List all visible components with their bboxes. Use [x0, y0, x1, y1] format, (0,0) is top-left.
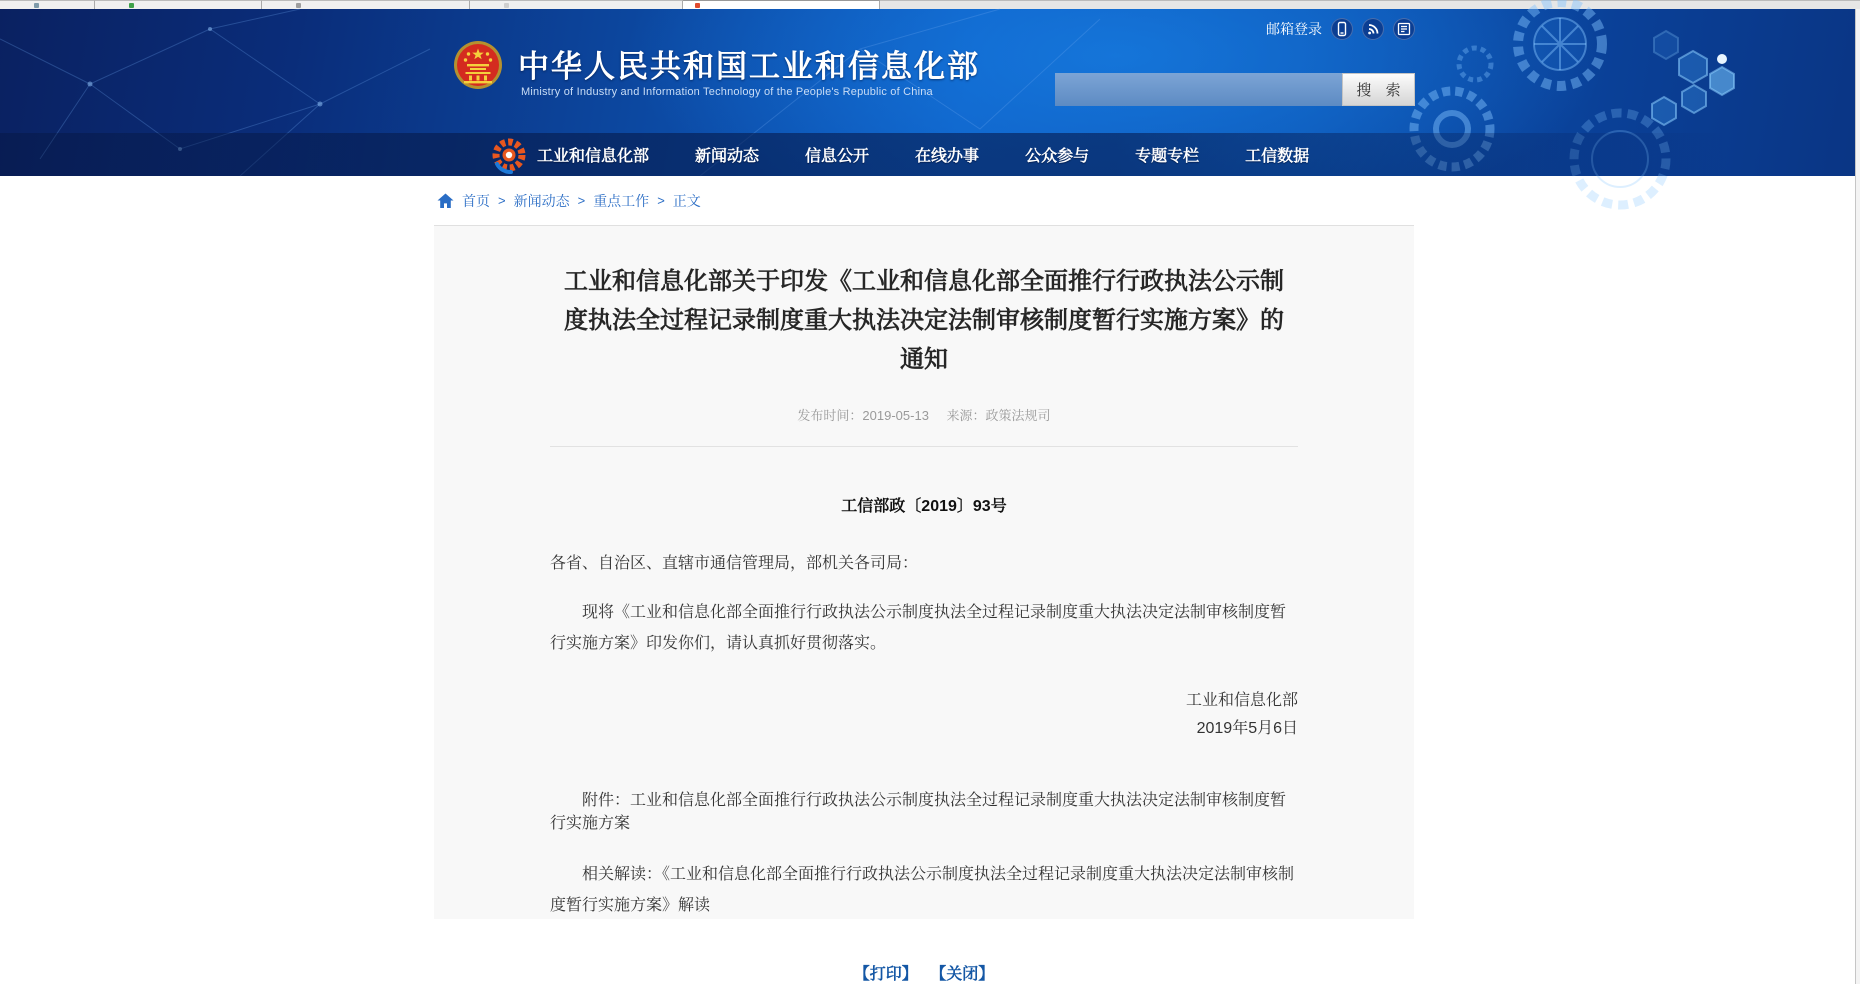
- related-link[interactable]: 《工业和信息化部全面推行行政执法公示制度执法全过程记录制度重大执法决定法制审核制度暂行实施方案》解读: [550, 866, 1295, 914]
- breadcrumb-separator: >: [498, 193, 506, 208]
- article-body: 现将《工业和信息化部全面推行行政执法公示制度执法全过程记录制度重大执法决定法制审核制度暂行实施方案》印发你们，请认真抓好贯彻落实。: [550, 604, 1287, 652]
- attachment-link[interactable]: 工业和信息化部全面推行行政执法公示制度执法全过程记录制度重大执法决定法制审核制度暂行实施方案: [550, 792, 1287, 832]
- print-button[interactable]: 【打印】: [853, 966, 918, 983]
- news-icon[interactable]: [1393, 18, 1415, 40]
- signature-date: 2019年5月6日: [1196, 720, 1298, 737]
- breadcrumb-separator: >: [657, 193, 665, 208]
- mobile-icon[interactable]: [1331, 18, 1353, 40]
- tab-favicon-icon: [695, 3, 700, 8]
- header-quick-links: [1266, 18, 1415, 40]
- nav-item-miit[interactable]: 工业和信息化部: [537, 148, 650, 165]
- search-input[interactable]: [1055, 73, 1342, 106]
- meta-divider: [550, 446, 1298, 447]
- article-card: [434, 225, 1414, 983]
- attachment-label: 附件：: [582, 792, 631, 809]
- breadcrumb: [0, 176, 1860, 225]
- tab-strip-spacer: [880, 0, 1860, 9]
- signature-org: 工业和信息化部: [1185, 692, 1298, 709]
- tab-favicon-icon: [296, 3, 301, 8]
- site-header: [0, 9, 1860, 176]
- recipient-line: 各省、自治区、直辖市通信管理局，部机关各司局：: [550, 555, 919, 572]
- browser-tab[interactable]: [470, 0, 683, 9]
- site-subtitle: Ministry of Industry and Information Technology of the People's Republic of China: [521, 86, 933, 98]
- nav-item-special-columns[interactable]: 专题专栏: [1135, 148, 1200, 165]
- browser-tab[interactable]: [0, 0, 95, 9]
- breadcrumb-separator: >: [577, 193, 586, 208]
- article-actions: [550, 961, 1298, 984]
- related-reading-line: [550, 859, 1298, 921]
- signature-block: [550, 687, 1298, 743]
- rss-icon[interactable]: [1362, 18, 1384, 40]
- browser-tab[interactable]: [262, 0, 470, 9]
- search-box: [1055, 73, 1415, 106]
- tab-favicon-icon: [129, 3, 134, 8]
- nav-item-online-services[interactable]: 在线办事: [915, 148, 980, 165]
- article-meta: [550, 405, 1298, 424]
- tab-favicon-icon: [34, 3, 39, 8]
- nav-item-icit-data[interactable]: 工信数据: [1245, 148, 1310, 165]
- nav-item-news[interactable]: 新闻动态: [695, 148, 760, 165]
- scrollbar[interactable]: [1855, 9, 1860, 984]
- article-title: 工业和信息化部关于印发《工业和信息化部全面推行行政执法公示制度执法全过程记录制度重大执法决定法制审核制度暂行实施方案》的通知: [564, 268, 1284, 373]
- browser-tab-strip: [0, 0, 1860, 9]
- national-emblem-icon: [453, 37, 503, 93]
- nav-items: [537, 143, 1309, 166]
- home-icon[interactable]: [437, 193, 454, 209]
- main-nav: [0, 133, 1860, 176]
- close-button[interactable]: 【关闭】: [930, 966, 995, 983]
- breadcrumb-key-work[interactable]: 重点工作: [593, 192, 650, 209]
- tab-favicon-icon: [504, 3, 509, 8]
- breadcrumb-news[interactable]: 新闻动态: [513, 192, 570, 209]
- nav-item-public-participation[interactable]: 公众参与: [1025, 148, 1090, 165]
- breadcrumb-current: 正文: [672, 192, 701, 209]
- article-source: 来源：政策法规司: [946, 408, 1051, 423]
- browser-tab-active[interactable]: [683, 0, 880, 9]
- breadcrumb-home[interactable]: 首页: [462, 192, 490, 209]
- related-label: 相关解读：: [582, 866, 663, 883]
- mail-login-link[interactable]: 邮箱登录: [1266, 21, 1322, 37]
- search-button[interactable]: 搜 索: [1342, 73, 1415, 106]
- nav-item-info-disclosure[interactable]: 信息公开: [805, 148, 870, 165]
- site-title: 中华人民共和国工业和信息化部: [518, 49, 980, 84]
- document-number: 工信部政〔2019〕93号: [841, 498, 1007, 515]
- attachment-line: [550, 787, 1298, 833]
- miit-logo-icon: [490, 136, 535, 174]
- browser-tab[interactable]: [95, 0, 262, 9]
- publish-time: 发布时间：2019-05-13: [797, 408, 929, 423]
